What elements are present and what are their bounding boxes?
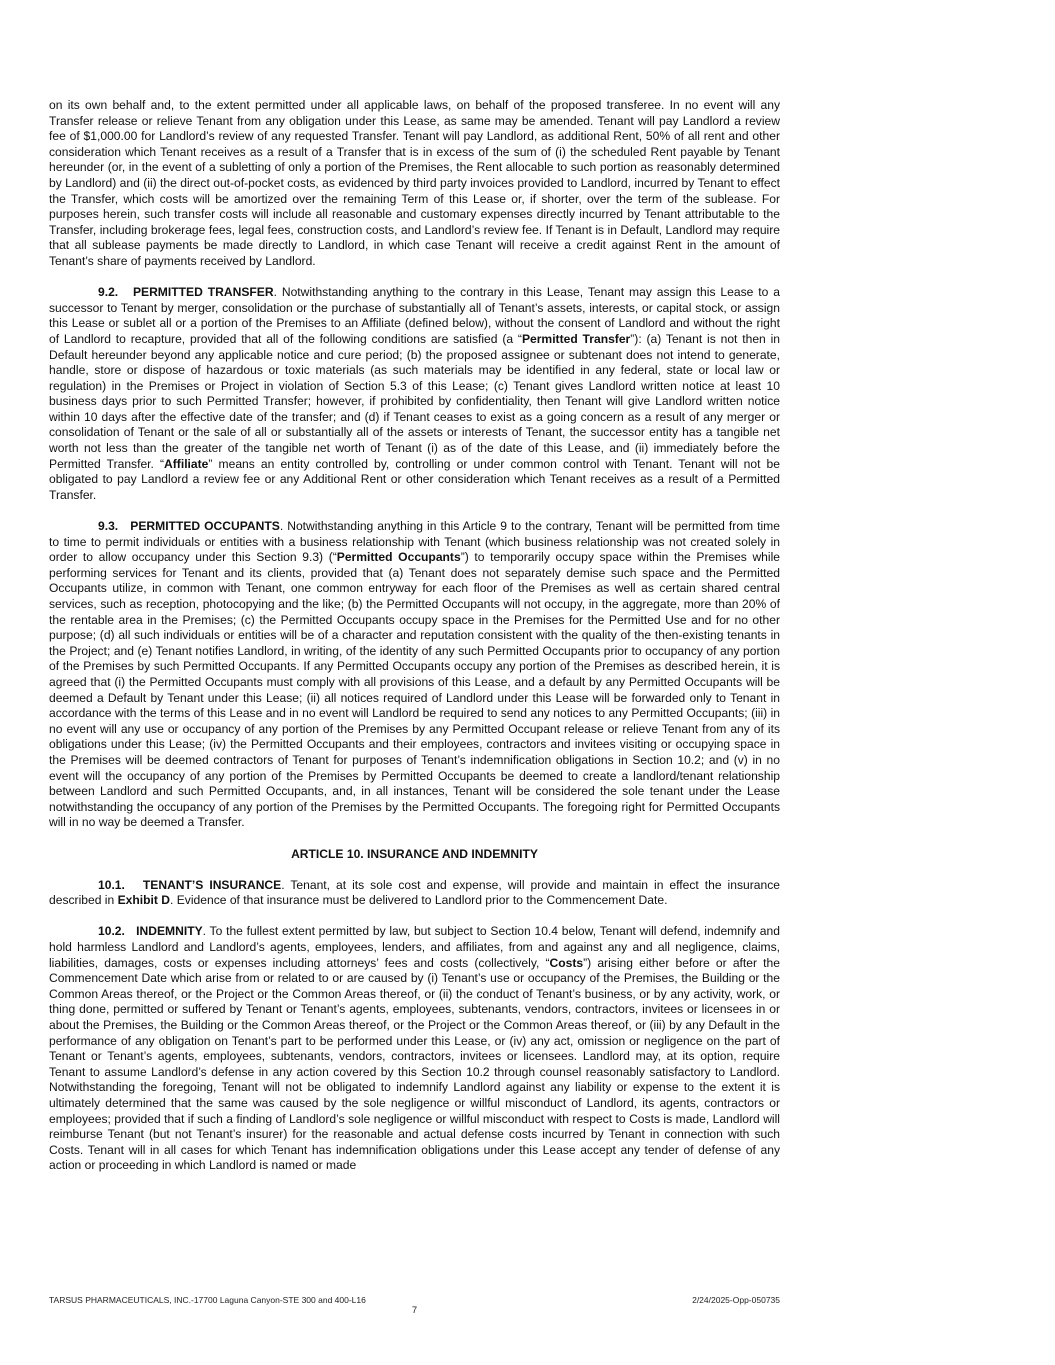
section-number: 10.2. — [98, 924, 125, 939]
section-title: PERMITTED OCCUPANTS — [130, 519, 280, 534]
section-9-2 — [49, 285, 780, 503]
section-9-3 — [49, 519, 780, 831]
section-10-2 — [49, 924, 780, 1174]
defined-term: Permitted Transfer — [521, 331, 631, 346]
paragraph-continuation — [49, 98, 780, 270]
section-text: . Evidence of that insurance must be delivered to Landlord prior to the Commencement Date. — [170, 893, 668, 908]
section-text: ”) to temporarily occupy space within the Premises while performing services for Tenant and its clients, provided that (a) Tenant does not separately demise such space and the Permitted Occupants utilize, in common with Tenant, one common entryway for each floor of the Premises as well as certain shared central services, such as reception, photocopying and the like; (b) the Permitted Occupants will not occupy, in the aggregate, more than 20% of the rentable area in the Premises; (c) the Permitted Occupants occupy space in the Premises for the Permitted Use and for no other purpose; (d) all such individuals or entities will be of a character and reputation consistent with the quality of the then-existing tenants in the Project; and (e) Tenant notifies Landlord, in writing, of the identity of any such Permitted Occupants prior to occupancy of any portion of the Premises by such Permitted Occupants. If any Permitted Occupants occupy any portion of the Premises as described herein, it is agreed that (i) the Permitted Occupants must comply with all provisions of this Lease, and a default by any Permitted Occupants will be deemed a Default by Tenant under this Lease; (ii) all notices required of Landlord under this Lease will be forwarded only to Tenant in accordance with the terms of this Lease and in no event will Landlord be required to send any notices to any Permitted Occupants; (iii) in no event will any use or occupancy of any portion of the Premises by any Permitted Occupant release or relieve Tenant from any of its obligations under this Lease; (iv) the Permitted Occupants and their employees, contractors and invitees visiting or occupying space in the Premises will be deemed contractors of Tenant for purposes of Tenant’s indemnification obligations in Section 10.2; and (v) in no event will the occupancy of any portion of the Premises by Permitted Occupants be deemed to create a landlord/tenant relationship between Landlord and such Permitted Occupants, and, in all instances, Tenant will be considered the sole tenant under the Lease notwithstanding the occupancy of any portion of the Premises by the Permitted Occupants. The foregoing right for Permitted Occupants will in no way be deemed a Transfer. — [49, 550, 781, 830]
article-heading: ARTICLE 10. INSURANCE AND INDEMNITY — [291, 846, 538, 861]
page-number: 7 — [411, 1305, 418, 1316]
defined-term: Permitted Occupants — [336, 550, 461, 565]
section-title: INDEMNITY — [136, 924, 203, 939]
footer-document-id: TARSUS PHARMACEUTICALS, INC.-17700 Laguna Canyon-STE 300 and 400-L16 — [49, 1295, 366, 1305]
defined-term: Exhibit D — [117, 893, 170, 908]
section-10-1 — [49, 878, 780, 909]
section-number: 10.1. — [98, 877, 125, 892]
section-text: . Notwithstanding anything in this Article 9 to the contrary, Tenant will be permitted from time to time to permit individuals or entities with a business relationship with Tenant (which business relationship was not created solely in order to allow occupancy under this Section 9.3) (“ — [49, 519, 780, 565]
section-text: ” means an entity controlled by, controlling or under common control with Tenant. Tenant will not be obligated to pay Landlord a review fee or any Additional Rent or other consideration which Tenant receives as a result of a Permitted Transfer. — [49, 456, 780, 502]
section-text: ”) arising either before or after the Commencement Date which arise from or related to or are caused by (i) Tenant’s use or occupancy of the Premises, the Building or the Common Areas thereof, or the Project or the Common Areas thereof, or (ii) the conduct of Tenant’s business, or by any activity, work, or thing done, permitted or suffered by Tenant or Tenant’s agents, employees, subtenants, vendors, contractors, invitees or licensees in or about the Premises, the Building or the Common Areas thereof, or the Project or the Common Areas thereof, or (iii) by any Default in the performance of any obligation on Tenant’s part to be performed under this Lease, or (iv) any act, omission or negligence on the part of Tenant or Tenant’s agents, employees, subtenants, vendors, contractors, invitees or licensees. Landlord may, at its option, require Tenant to assume Landlord’s defense in any action covered by this Section 10.2 through counsel reasonably satisfactory to Landlord. Notwithstanding the foregoing, Tenant will not be obligated to indemnify Landlord against any liability or expense to the extent it is ultimately determined that the same was caused by the sole negligence or willful misconduct of Landlord, its agents, contractors or employees; provided that if such a finding of Landlord’s sole negligence or willful misconduct with respect to Costs is made, Landlord will reimburse Tenant (but not Tenant’s insurer) for the reasonable and actual defense costs incurred by Tenant in connection with such Costs. Tenant will in all cases for which Tenant has indemnification obligations under this Lease accept any tender of defense of any action or proceeding in which Landlord is named or made — [49, 955, 780, 1173]
section-text: . Tenant, at its sole cost and expense, will provide and maintain in effect the insurance described in — [49, 877, 780, 908]
section-number: 9.3. — [98, 519, 119, 534]
continuation-text: on its own behalf and, to the extent permitted under all applicable laws, on behalf of the proposed transferee. In no event will any Transfer release or relieve Tenant from any obligation under this Lease, as same may be amended. Tenant will pay Landlord a review fee of $1,000.00 for Landlord’s review of any requested Transfer. Tenant will pay Landlord, as additional Rent, 50% of all rent and other consideration which Tenant receives as a result of a Transfer that is in excess of the sum of (i) the scheduled Rent payable by Tenant hereunder (or, in the event of a subletting of only a portion of the Premises, the Rent allocable to such portion as reasonably determined by Landlord) and (ii) the direct out-of-pocket costs, as evidenced by third party invoices provided to Landlord, incurred by Tenant to effect the Transfer, which costs will be amortized over the remaining Term of this Lease or, if shorter, over the term of the sublease. For purposes herein, such transfer costs will include all reasonable and customary expenses directly incurred by Tenant attributable to the Transfer, including brokerage fees, legal fees, construction costs, and Landlord’s review fee. If Tenant is in Default, Landlord may require that all sublease payments be made directly to Landlord, in which case Tenant will receive a credit against Rent in the amount of Tenant’s share of payments received by Landlord. — [49, 98, 780, 268]
footer-date-code: 2/24/2025-Opp-050735 — [692, 1295, 780, 1305]
section-text: ”): (a) Tenant is not then in Default hereunder beyond any applicable notice and cure period; (b) the proposed assignee or subtenant does not intend to generate, handle, store or dispose of hazardous or toxic materials (as such materials may be identified in any federal, state or local law or regulation) in the Premises or Project in violation of Section 5.3 of this Lease; (c) Tenant gives Landlord written notice at least 10 business days prior to such Permitted Transfer; however, if prohibited by confidentiality, then Tenant will give Landlord written notice within 10 days after the effective date of the transfer; and (d) if Tenant ceases to exist as a going concern as a result of any merger or consolidation of Tenant or the sale of all or substantially all of the assets or interests of Tenant, the successor entity has a tangible net worth not less than the greater of the tangible net worth of Tenant (i) as of the date of this Lease, and (ii) immediately before the Permitted Transfer. “ — [49, 331, 781, 471]
section-title: TENANT’S INSURANCE — [142, 877, 282, 892]
defined-term: Affiliate — [164, 456, 209, 471]
section-text: . Notwithstanding anything to the contrary in this Lease, Tenant may assign this Lease to a successor to Tenant by merger, consolidation or the purchase of substantially all of Tenant’s assets, interests, or capital stock, or assign this Lease or sublet all or a portion of the Premises to an Affiliate (defined below), without the consent of Landlord and without the right of Landlord to recapture, provided that all of the following conditions are satisfied (a “ — [49, 285, 780, 346]
section-text: . To the fullest extent permitted by law, but subject to Section 10.4 below, Tenant will defend, indemnify and hold harmless Landlord and Landlord’s agents, employees, lenders, and affiliates, from and against any and all negligence, claims, liabilities, damages, costs or expenses including attorneys’ fees and costs (collectively, “ — [49, 924, 780, 970]
lease-body — [49, 98, 780, 1190]
section-title: PERMITTED TRANSFER — [132, 285, 274, 300]
defined-term: Costs — [549, 955, 584, 970]
section-number: 9.2. — [98, 285, 119, 300]
